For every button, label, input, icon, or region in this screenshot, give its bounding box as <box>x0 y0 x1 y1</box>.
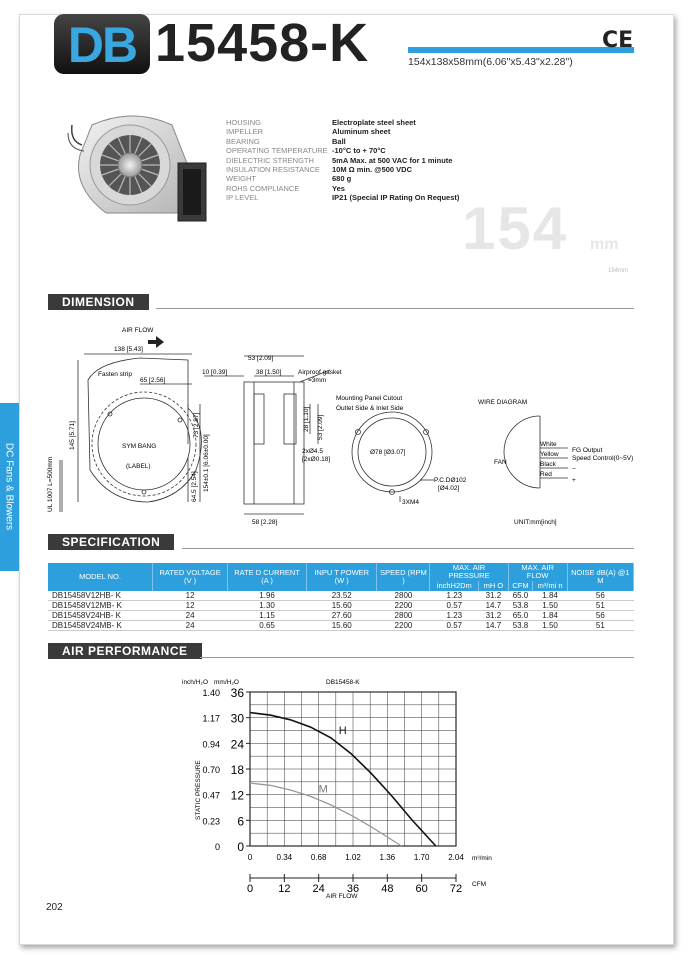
x-tick-label-cfm: 36 <box>346 883 360 895</box>
air-flow-arrow-icon <box>148 336 164 348</box>
x-tick-label-m3: 1.36 <box>379 853 396 862</box>
table-cell: 2800 <box>377 591 430 601</box>
y-tick-label-mm: 18 <box>230 763 244 777</box>
x-unit-cfm: CFM <box>472 881 487 888</box>
col-pressure-mm: mH O <box>479 581 508 591</box>
spec-table <box>48 563 634 631</box>
holes-label-inch: [2xØ0.18] <box>302 456 331 463</box>
spec-row <box>226 137 459 146</box>
table-cell: 27.60 <box>306 611 377 621</box>
y-tick-label-inch: 1.40 <box>202 688 220 698</box>
ce-mark-icon: CE <box>602 28 634 53</box>
section-title: SPECIFICATION <box>48 534 174 550</box>
label-placeholder: (LABEL) <box>126 463 151 470</box>
section-specification <box>48 534 634 550</box>
table-row <box>48 621 634 631</box>
table-cell: 24 <box>153 611 228 621</box>
dim-height-lower: 64.5 [2.54] <box>191 471 198 502</box>
air-flow-label: AIR FLOW <box>122 327 154 334</box>
spec-row <box>226 146 459 155</box>
section-air-performance <box>48 643 634 659</box>
table-cell: DB15458V24HB- K <box>48 611 153 621</box>
x-tick-label-cfm: 48 <box>381 883 394 895</box>
table-cell: 1.84 <box>533 591 567 601</box>
table-cell: DB15458V12HB- K <box>48 591 153 601</box>
table-cell: 0.57 <box>430 621 479 631</box>
x-tick-label-cfm: 0 <box>246 883 254 895</box>
table-cell: 14.7 <box>479 601 508 611</box>
wire-color-label: White <box>540 441 557 448</box>
y-unit-inch: inch/H₂O <box>182 679 209 686</box>
table-cell: 1.30 <box>228 601 307 611</box>
dim-height-upper: 73 [2.87] <box>193 412 200 438</box>
table-cell: 1.50 <box>533 621 567 631</box>
spec-value: Ball <box>332 136 346 146</box>
spec-label: INSULATION RESISTANCE <box>226 165 320 175</box>
pcd-label: P.C.DØ102 <box>434 477 467 484</box>
dim-side-5: 28 [1.10] <box>303 406 310 432</box>
spec-row <box>226 174 459 183</box>
fasten-strip-label: Fasten strip <box>98 371 132 378</box>
wire-fan-label: FAN <box>494 459 507 466</box>
y-tick-label-mm: 0 <box>237 840 244 854</box>
spec-row <box>226 165 459 174</box>
blower-photo <box>62 105 212 225</box>
wire-diagram-title: WIRE DIAGRAM <box>478 399 528 406</box>
gasket-thickness: =3mm <box>308 377 327 384</box>
size-badge-small: 154mm <box>608 268 629 274</box>
table-cell: 15.60 <box>306 601 377 611</box>
table-cell: 65.0 <box>508 591 533 601</box>
y-tick-label-mm: 30 <box>230 711 244 726</box>
spec-value: Aluminum sheet <box>332 127 391 137</box>
cable-spec: UL 1007 L=500mm <box>47 456 54 512</box>
col-pressure: MAX. AIR PRESSURE <box>430 563 508 581</box>
table-cell: 0.57 <box>430 601 479 611</box>
section-title: AIR PERFORMANCE <box>48 643 202 659</box>
y-tick-label-inch: 1.17 <box>202 713 220 724</box>
dim-side-6: 53 [2.09] <box>317 414 324 440</box>
col-power: INPU T POWER (W ) <box>306 563 377 591</box>
x-tick-label-m3: 1.70 <box>413 853 430 862</box>
col-flow-m3: m³/mi n <box>533 581 567 591</box>
table-cell: 51 <box>567 601 633 611</box>
table-cell: 2200 <box>377 621 430 631</box>
x-tick-label-m3: 0 <box>247 853 253 862</box>
x-tick-label-cfm: 60 <box>415 883 428 895</box>
spec-row <box>226 193 459 202</box>
spec-value: IP21 (Special IP Rating On Request) <box>332 193 460 203</box>
chart-ticks <box>202 686 464 895</box>
table-cell: DB15458V24MB- K <box>48 621 153 631</box>
table-cell: 23.52 <box>306 591 377 601</box>
y-tick-label-inch: 0.23 <box>202 816 220 827</box>
table-cell: 56 <box>567 591 633 601</box>
front-view-hole <box>178 418 182 422</box>
brand-logo <box>54 14 150 74</box>
wire-fan-outline <box>504 416 540 488</box>
fg-output-label: FG Output <box>572 447 603 454</box>
table-cell: 12 <box>153 591 228 601</box>
spec-label: ROHS COMPLIANCE <box>226 183 300 193</box>
section-rule <box>156 308 634 309</box>
section-title: DIMENSION <box>48 294 149 310</box>
dim-side-4: 58 [2.28] <box>252 519 278 526</box>
table-row <box>48 611 634 621</box>
table-cell: 51 <box>567 621 633 631</box>
col-voltage: RATED VOLTAGE (V ) <box>153 563 228 591</box>
x-tick-label-m3: 2.04 <box>448 853 464 862</box>
x-tick-label-cfm: 24 <box>312 883 325 895</box>
brand-text: DB <box>67 17 137 73</box>
x-axis-label: AIR FLOW <box>326 893 358 900</box>
sym-bang-label: SYM BANG <box>122 443 157 450</box>
section-rule <box>182 548 634 549</box>
section-dimension <box>48 294 634 310</box>
side-view-outline <box>244 382 304 504</box>
wire-color-label: Red <box>540 471 552 478</box>
y-tick-label-mm: 6 <box>237 814 244 829</box>
series-label: M <box>318 783 328 796</box>
spec-row <box>226 127 459 136</box>
title-accent-bar <box>408 47 634 53</box>
table-cell: 1.23 <box>430 591 479 601</box>
side-view-inlet <box>254 394 264 444</box>
size-badge-unit: mm <box>590 236 619 253</box>
spec-table-body <box>48 591 634 631</box>
y-tick-label-inch: 0 <box>214 842 220 852</box>
overall-dimensions: 154x138x58mm(6.06"x5.43"x2.28") <box>408 56 573 68</box>
x-unit-m3: m³/min <box>472 855 492 862</box>
y-tick-label-inch: 0.47 <box>202 790 220 801</box>
spec-label: DIELECTRIC STRENGTH <box>226 155 314 165</box>
spec-label: BEARING <box>226 136 260 146</box>
spec-row <box>226 156 459 165</box>
y-tick-label-mm: 24 <box>230 737 244 752</box>
x-tick-label-m3: 0.34 <box>276 853 293 862</box>
spec-label: IP LEVEL <box>226 193 259 203</box>
table-cell: 56 <box>567 611 633 621</box>
table-cell: 0.65 <box>228 621 307 631</box>
y-tick-label-inch: 0.70 <box>202 765 220 775</box>
unit-label: UNIT:mm[inch] <box>514 519 557 526</box>
front-view-hole <box>142 490 146 494</box>
pcd-label-inch: [Ø4.02] <box>438 485 460 492</box>
dimension-drawing <box>40 320 640 535</box>
air-performance-chart <box>180 668 520 904</box>
chart-title: DB15458-K <box>326 679 360 686</box>
spec-label: OPERATING TEMPERATURE <box>226 146 328 156</box>
table-cell: 14.7 <box>479 621 508 631</box>
y-tick-label-mm: 36 <box>230 686 244 700</box>
spec-label: IMPELLER <box>226 127 264 137</box>
cutout-title-2: Outlet Side & Inlet Side <box>336 405 404 412</box>
dim-height-diag: 154±0.1 [6.06±0.00] <box>203 434 210 492</box>
col-current: RATE D CURRENT (A ) <box>228 563 307 591</box>
spec-value: 680 g <box>332 174 352 184</box>
spec-label: HOUSING <box>226 118 262 127</box>
y-tick-label-inch: 0.94 <box>202 739 220 750</box>
dim-width-overall: 138 [5.43] <box>114 346 143 353</box>
col-flow: MAX. AIR FLOW <box>508 563 567 581</box>
x-tick-label-cfm: 72 <box>449 883 463 895</box>
table-cell: 31.2 <box>479 611 508 621</box>
col-flow-cfm: CFM <box>508 581 533 591</box>
y-axis-label: STATIC PRESSURE <box>195 760 202 820</box>
table-cell: 15.60 <box>306 621 377 631</box>
table-cell: 2200 <box>377 601 430 611</box>
dim-side-3: 38 [1.50] <box>256 369 282 376</box>
page-number: 202 <box>46 902 63 913</box>
chart-grid <box>250 692 456 846</box>
negative-terminal-icon: − <box>572 466 576 473</box>
dim-width-inner: 65 [2.56] <box>140 377 166 384</box>
wire-color-label: Black <box>540 461 556 468</box>
cutout-diameter: Ø78 [Ø3.07] <box>370 449 406 456</box>
spec-value: Electroplate steel sheet <box>332 118 416 127</box>
table-cell: 24 <box>153 621 228 631</box>
screw-label: 3XM4 <box>402 499 419 506</box>
speed-control-label: Speed Control(0~5V) <box>572 455 634 462</box>
x-tick-label-m3: 0.68 <box>310 853 327 862</box>
x-tick-label-m3: 1.02 <box>345 853 361 862</box>
dim-side-2: 53 [2.09] <box>248 355 274 362</box>
gasket-label: Airproof gasket <box>298 369 342 376</box>
table-cell: 1.50 <box>533 601 567 611</box>
y-unit-mm: mm/H₂O <box>214 679 239 686</box>
col-speed: SPEED (RPM ) <box>377 563 430 591</box>
table-cell: 12 <box>153 601 228 611</box>
table-cell: 1.15 <box>228 611 307 621</box>
size-badge-number: 154 <box>462 195 569 262</box>
table-cell: 1.96 <box>228 591 307 601</box>
spec-row <box>226 184 459 193</box>
table-cell: 1.23 <box>430 611 479 621</box>
spec-label: WEIGHT <box>226 174 256 184</box>
spec-list <box>226 118 459 203</box>
x-tick-label-cfm: 12 <box>278 883 291 895</box>
category-side-tab <box>0 403 19 571</box>
section-rule <box>200 657 634 658</box>
cutout-title-1: Mounting Panel Cutout <box>336 395 403 402</box>
table-row <box>48 601 634 611</box>
series-label: H <box>338 724 347 737</box>
dim-side-1: 10 [0.39] <box>202 369 228 376</box>
col-pressure-inch: inchH2Dm <box>430 581 479 591</box>
table-cell: 31.2 <box>479 591 508 601</box>
spec-row <box>226 118 459 127</box>
table-cell: 2800 <box>377 611 430 621</box>
category-label: DC Fans & Blowers <box>3 442 15 531</box>
wire-color-label: Yellow <box>540 451 559 458</box>
table-cell: 53.8 <box>508 621 533 631</box>
col-model: MODEL NO. <box>48 563 153 591</box>
y-tick-label-mm: 12 <box>230 788 244 803</box>
positive-terminal-icon: + <box>572 477 576 484</box>
model-title: 15458-K <box>155 13 370 73</box>
spec-value: 10M Ω min. @500 VDC <box>332 165 413 175</box>
chart-series <box>250 713 436 847</box>
col-noise: NOISE dB(A) @1 M <box>567 563 633 591</box>
table-cell: 65.0 <box>508 611 533 621</box>
spec-value: 5mA Max. at 500 VAC for 1 minute <box>332 155 453 165</box>
table-cell: DB15458V12MB- K <box>48 601 153 611</box>
table-row <box>48 591 634 601</box>
spec-value: -10°C to + 70°C <box>332 146 386 156</box>
table-cell: 1.84 <box>533 611 567 621</box>
spec-value: Yes <box>332 183 345 193</box>
dim-height-overall: 145 [5.71] <box>69 421 76 450</box>
table-cell: 53.8 <box>508 601 533 611</box>
holes-label: 2xØ4.5 <box>302 448 323 455</box>
